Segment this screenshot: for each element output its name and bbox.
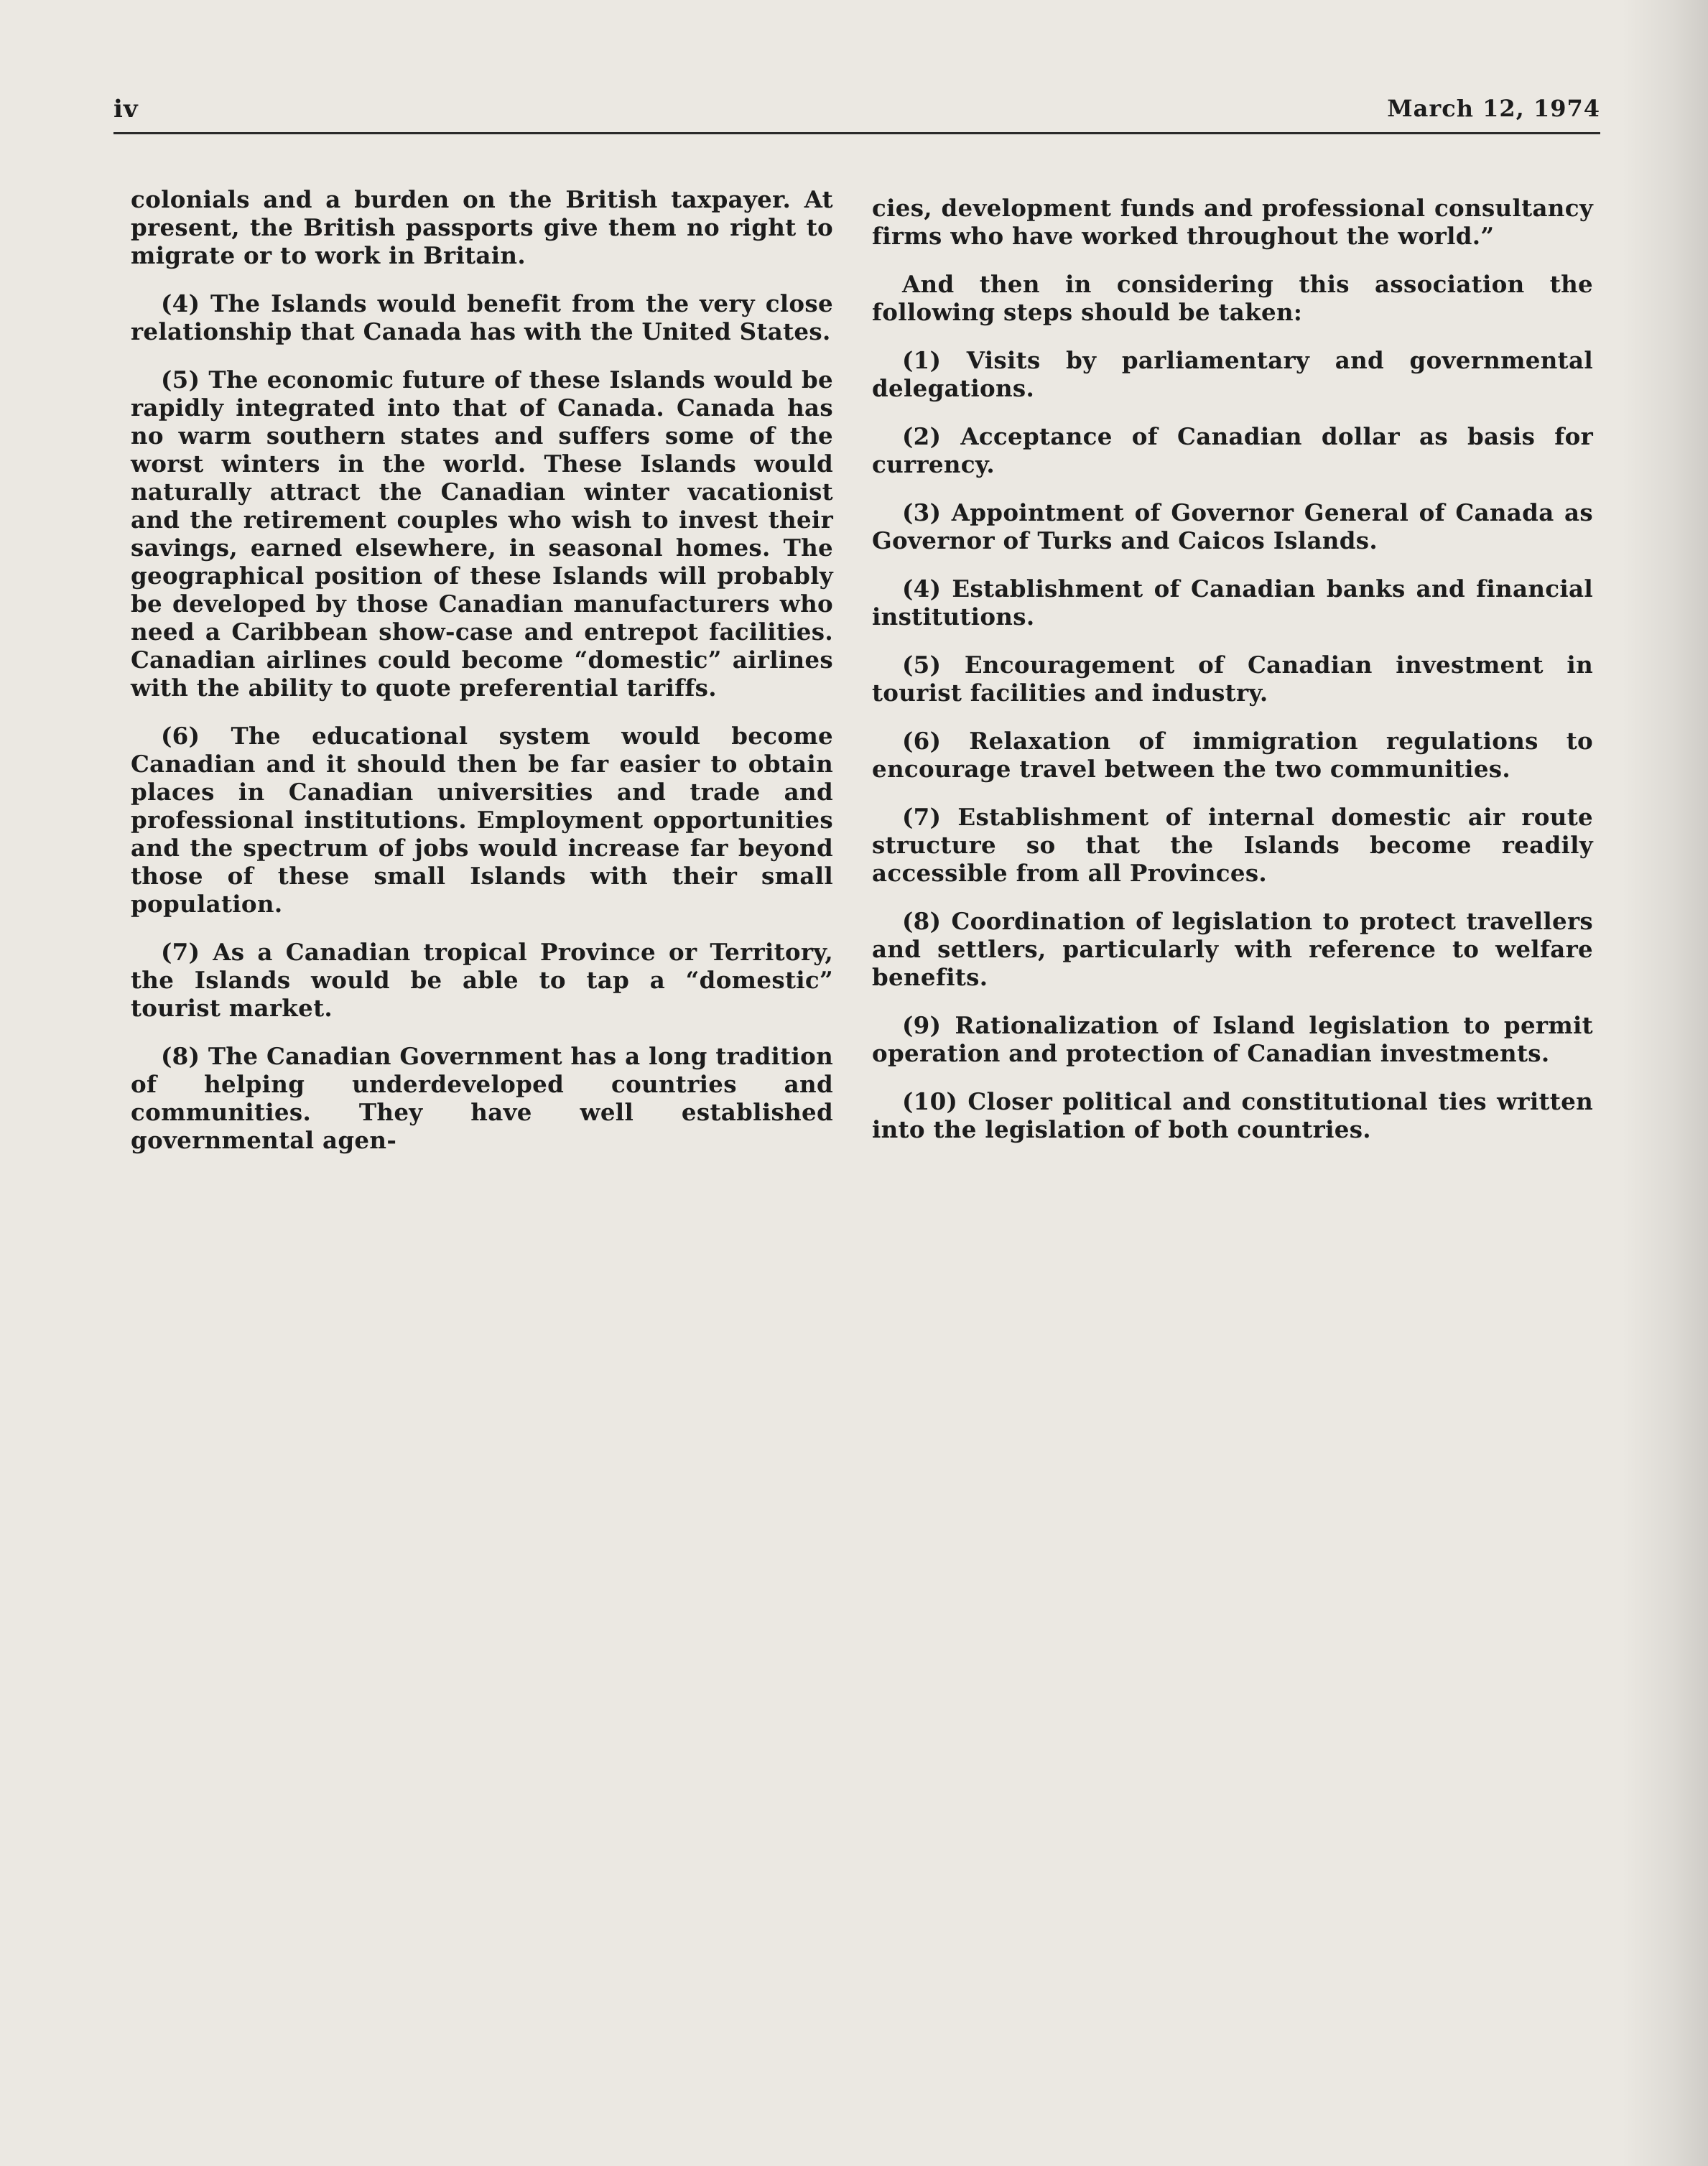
paragraph-continuation: colonials and a burden on the British taxpayer. At present, the British passports give them no right to migrate or to work in Britain. bbox=[131, 185, 833, 269]
paragraph-intro-steps: And then in considering this association the following steps should be taken: bbox=[872, 270, 1593, 326]
step-5: (5) Encouragement of Canadian investment in tourist facilities and industry. bbox=[872, 651, 1593, 707]
step-3: (3) Appointment of Governor General of Canada as Governor of Turks and Caicos Islands. bbox=[872, 498, 1593, 554]
paragraph-point-8: (8) The Canadian Government has a long tradition of helping underdeveloped countries and communities. They have well established governmental agen- bbox=[131, 1042, 833, 1154]
step-7: (7) Establishment of internal domestic air route structure so that the Islands become readily accessible from all Provinces. bbox=[872, 803, 1593, 887]
paragraph-continuation: cies, development funds and professional consultancy firms who have worked throughout the world.” bbox=[872, 194, 1593, 250]
page-date: March 12, 1974 bbox=[1387, 95, 1600, 122]
step-6: (6) Relaxation of immigration regulations to encourage travel between the two communities. bbox=[872, 727, 1593, 783]
step-4: (4) Establishment of Canadian banks and financial institutions. bbox=[872, 575, 1593, 631]
binding-shadow bbox=[1622, 0, 1708, 2166]
right-column bbox=[872, 194, 1593, 1163]
step-10: (10) Closer political and constitutional ties written into the legislation of both countries. bbox=[872, 1087, 1593, 1143]
paragraph-point-6: (6) The educational system would become Canadian and it should then be far easier to obtain places in Canadian universities and trade and professional institutions. Employment opportunities and the spectrum of jobs would increase far beyond those of these small Islands with their small population. bbox=[131, 722, 833, 918]
paragraph-point-7: (7) As a Canadian tropical Province or Territory, the Islands would be able to tap a “domestic” tourist market. bbox=[131, 938, 833, 1022]
step-9: (9) Rationalization of Island legislation to permit operation and protection of Canadian investments. bbox=[872, 1011, 1593, 1067]
paragraph-point-4: (4) The Islands would benefit from the very close relationship that Canada has with the United States. bbox=[131, 289, 833, 345]
page-header bbox=[113, 95, 1600, 134]
paragraph-point-5: (5) The economic future of these Islands would be rapidly integrated into that of Canada. Canada has no warm southern states and suffers some of the worst winters in the world. These Islands would naturally attract the Canadian winter vacationist and the retirement couples who wish to invest their savings, earned elsewhere, in seasonal homes. The geographical position of these Islands will probably be developed by those Canadian manufacturers who need a Caribbean show-case and entrepot facilities. Canadian airlines could become “domestic” airlines with the ability to quote preferential tariffs. bbox=[131, 366, 833, 702]
step-2: (2) Acceptance of Canadian dollar as basis for currency. bbox=[872, 422, 1593, 478]
step-8: (8) Coordination of legislation to protect travellers and settlers, particularly with reference to welfare benefits. bbox=[872, 907, 1593, 991]
left-column bbox=[131, 185, 833, 1174]
step-1: (1) Visits by parliamentary and governmental delegations. bbox=[872, 346, 1593, 402]
page-number: iv bbox=[113, 95, 139, 124]
